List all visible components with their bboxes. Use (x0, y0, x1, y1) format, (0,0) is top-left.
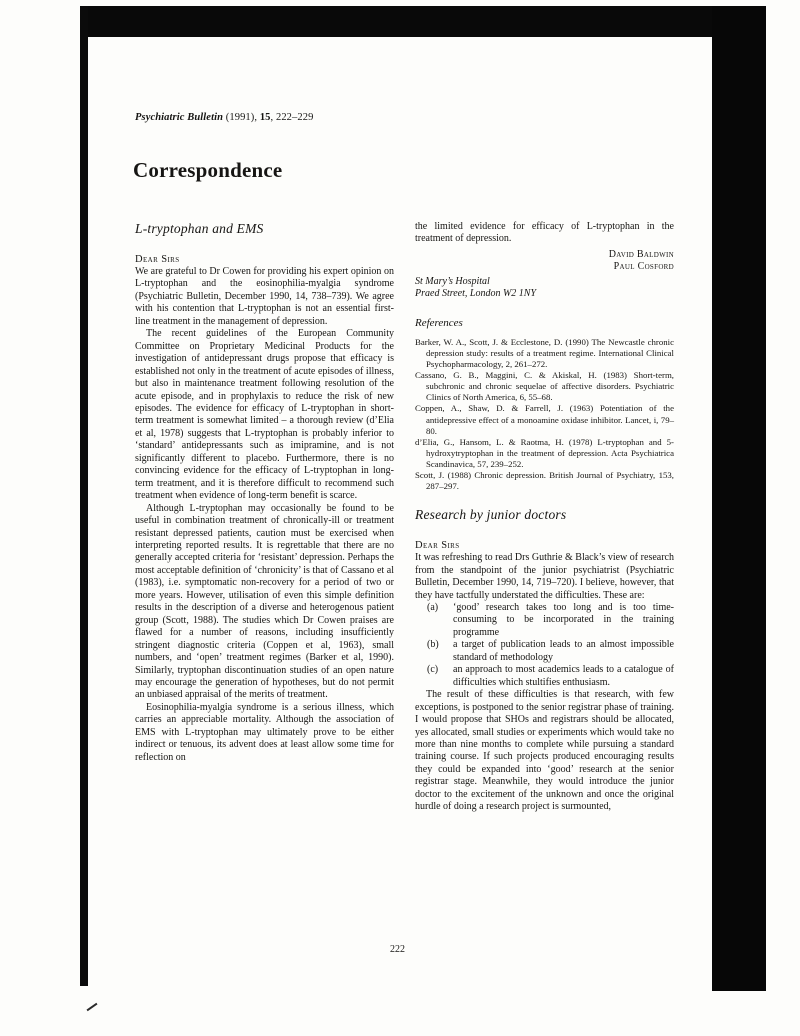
page-number: 222 (390, 944, 405, 955)
page-title: Correspondence (133, 158, 283, 182)
column-left (135, 221, 394, 814)
address-line: Praed Street, London W2 1NY (415, 288, 537, 300)
references-heading: References (415, 316, 463, 329)
list-item-label: (c) (427, 664, 439, 676)
signature: David Baldwin (608, 248, 674, 260)
letter2-paragraph: It was refreshing to read Drs Guthrie & Black’s view of research from the standpoint of the junior psychiatrist (Psychiatric Bulletin, December 1990, 14, 719–720). I believe, however, that they have tactfully understated the difficulties. These are: (415, 552, 674, 601)
references-list (415, 337, 674, 492)
letter2-salutation: Dear Sirs (415, 540, 460, 552)
letter1-salutation: Dear Sirs (135, 254, 180, 265)
list-item (427, 664, 674, 689)
letter1-paragraph: We are grateful to Dr Cowen for providing his expert opinion on L-tryptophan and the eosinophilia-myalgia syndrome (Psychiatric Bulletin, December 1990, 14, 738–739). We agree with his contention that L-tryptophan is not an essential first-line treatment in the management of depression. (135, 266, 394, 327)
scan-artifact-mark (87, 1003, 98, 1012)
letter1-paragraph: Eosinophilia-myalgia syndrome is a serious illness, which carries an appreciable mortality. Although the association of EMS with L-tryptophan may ultimately prove to be either indirect or tenuous, its advent does at least allow some time for reflection on (135, 701, 394, 763)
journal-pages: , 222–229 (270, 112, 314, 123)
journal-issue: (1991), (223, 112, 260, 123)
list-item-label: (b) (427, 639, 439, 651)
reference-entry: Coppen, A., Shaw, D. & Farrell, J. (1963) Potentiation of the antidepressive effect of a monoamine oxidase inhibitor. Lancet, i, 79–80. (415, 403, 674, 436)
reference-entry: Barker, W. A., Scott, J. & Ecclestone, D. (1990) The Newcastle chronic depression study: results of a treatment regime. International Clinical Psychopharmacology, 2, 261–272. (415, 336, 674, 370)
letter2-difficulties-list (427, 602, 674, 689)
scan-border-right (712, 6, 766, 991)
two-column-body (135, 221, 675, 814)
column-right (415, 221, 674, 814)
signature: Paul Cosford (613, 261, 674, 273)
letter1-paragraph: Although L-tryptophan may occasionally be found to be useful in combination treatment of chronically-ill or treatment resistant depressed patients, caution must be exercised when interpreting reported results. It is regrettable that there are no generally accepted criteria for ‘resistant’ depression. Perhaps the most acceptable definition of ‘chronicity’ is that of Cassano et al (1983), i.e. symptomatic non-recovery for a period of two or more years. However, utilisation of even this simple definition results in the description of a diverse and heterogenous patient group (Scott, 1988). The studies which Dr Cowen praises are flawed for a number of reasons, including insufficiently stringent diagnostic criteria (Coppen et al, 1963), small numbers, and ‘open’ treatment regimes (Barker et al, 1990). Similarly, tryptophan discontinuation studies of an open nature may encourage the generation of hypotheses, but do not permit an unbiased appraisal of the merits of treatment. (135, 502, 394, 701)
reference-entry: Scott, J. (1988) Chronic depression. British Journal of Psychiatry, 153, 287–297. (415, 470, 674, 492)
reference-entry: d’Elia, G., Hansom, L. & Raotma, H. (1978) L-tryptophan and 5-hydroxytryptophan in the treatment of depression. Acta Psychiatrica Scandinavica, 57, 239–252. (415, 436, 674, 469)
list-item (427, 639, 674, 664)
journal-header (135, 112, 313, 123)
address-line: St Mary’s Hospital (415, 275, 490, 287)
letter1-address (415, 276, 674, 301)
list-item-text: an approach to most academics leads to a catalogue of difficulties which stultifies enthusiasm. (453, 664, 674, 688)
list-item-text: a target of publication leads to an almost impossible standard of methodology (453, 639, 674, 663)
letter1-paragraph: The recent guidelines of the European Community Committee on Proprietary Medicinal Products for the investigation of antidepressant drugs propose that efficacy is established not only in the treatment of acute episodes of illness, but also in maintenance treatment following resolution of the acute episode, and in prophylaxis to reduce the risk of new episodes. The evidence for efficacy of L-tryptophan in short-term treatment is somewhat limited – a thorough review (d’Elia et al, 1978) suggests that L-tryptophan is probably inferior to ‘standard’ antidepressants such as imipramine, and is not significantly different to placebo. Furthermore, there is no convincing evidence for the efficacy of L-tryptophan in long-term treatment, and it is therefore difficult to recommend such treatment when evidence of long-term benefit is scarce. (135, 328, 394, 502)
reference-entry: Cassano, G. B., Maggini, C. & Akiskal, H. (1983) Short-term, subchronic and chronic sequelae of affective disorders. Psychiatric Clinics of North America, 6, 55–68. (415, 370, 674, 403)
list-item-text: ‘good’ research takes too long and is too time-consuming to be incorporated in the training programme (453, 602, 674, 638)
journal-name: Psychiatric Bulletin (135, 112, 224, 123)
journal-volume: 15 (259, 112, 271, 123)
scan-border-top (80, 6, 766, 37)
scan-border-left (80, 6, 88, 986)
list-item (427, 602, 674, 639)
letter1-paragraph-continuation: the limited evidence for efficacy of L-tryptophan in the treatment of depression. (415, 221, 674, 245)
list-item-label: (a) (427, 602, 439, 614)
letter1-signatures (415, 249, 674, 274)
letter1-title: L-tryptophan and EMS (135, 221, 264, 236)
letter2-title: Research by junior doctors (415, 507, 567, 523)
letter2-paragraph: The result of these difficulties is that research, with few exceptions, is postponed to the senior registrar phase of training. I would propose that SHOs and registrars should be allocated, yes allocated, small studies or experiments which would take no more than nine months to complete while pursuing a standard training course. If such projects produced encouraging results they could be expanded into ‘good’ research at the senior registrar stage. Meanwhile, they would introduce the junior doctor to the excitement of the unknown and once the original hurdle of doing a research project is surmounted, (415, 689, 674, 813)
